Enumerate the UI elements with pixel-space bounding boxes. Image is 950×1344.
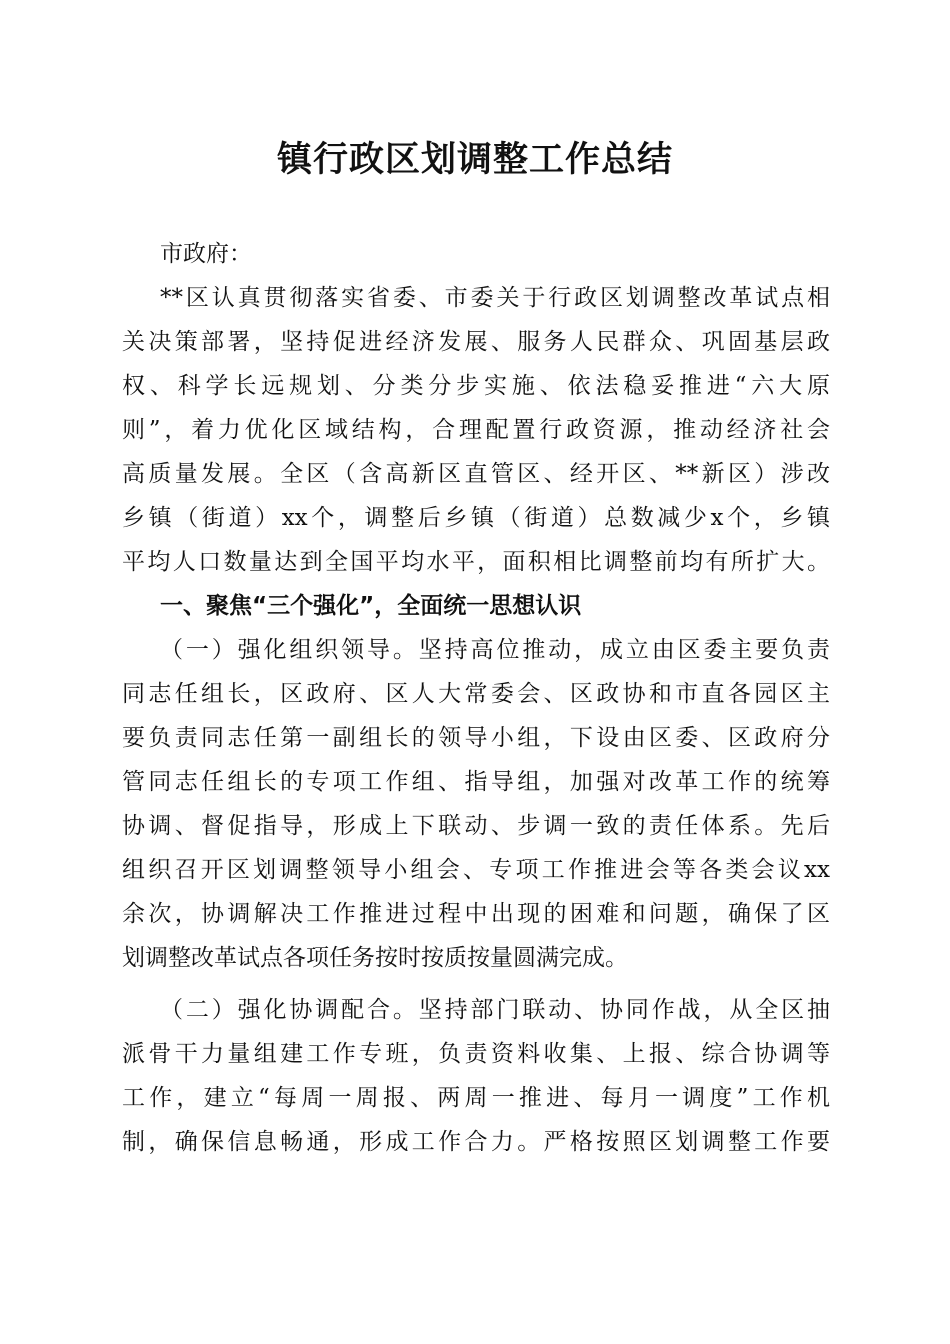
paragraph-gap: [122, 980, 830, 988]
paragraph-line: 同志任组长，区政府、区人大常委会、区政协和市直各园区主: [122, 681, 830, 707]
paragraph-line: （二）强化协调配合。坚持部门联动、协同作战，从全区抽: [160, 997, 830, 1023]
intro-line: 则”，着力优化区域结构，合理配置行政资源，推动经济社会: [122, 417, 830, 443]
paragraph-line: 制，确保信息畅通，形成工作合力。严格按照区划调整工作要: [122, 1129, 830, 1155]
paragraph-line: 组织召开区划调整领导小组会、专项工作推进会等各类会议xx: [122, 857, 830, 883]
salutation: 市政府：: [160, 241, 252, 267]
intro-line: **区认真贯彻落实省委、市委关于行政区划调整改革试点相: [160, 285, 830, 311]
document-title: 镇行政区划调整工作总结: [276, 139, 673, 180]
paragraph-line: （一）强化组织领导。坚持高位推动，成立由区委主要负责: [160, 637, 830, 663]
intro-line: 权、科学长远规划、分类分步实施、依法稳妥推进“六大原: [122, 373, 830, 399]
paragraph-line: 派骨干力量组建工作专班，负责资料收集、上报、综合协调等: [122, 1041, 830, 1067]
intro-line: 关决策部署，坚持促进经济发展、服务人民群众、巩固基层政: [122, 329, 830, 355]
paragraph-line: 协调、督促指导，形成上下联动、步调一致的责任体系。先后: [122, 813, 830, 839]
paragraph-line: 管同志任组长的专项工作组、指导组，加强对改革工作的统筹: [122, 769, 830, 795]
paragraph-line: 工作，建立“每周一周报、两周一推进、每月一调度”工作机: [122, 1085, 830, 1111]
paragraph-line: 划调整改革试点各项任务按时按质按量圆满完成。: [122, 945, 628, 971]
intro-line: 平均人口数量达到全国平均水平，面积相比调整前均有所扩大。: [122, 549, 830, 575]
document-body: [122, 232, 830, 1164]
paragraph-line: 要负责同志任第一副组长的领导小组，下设由区委、区政府分: [122, 725, 830, 751]
paragraph-line: 余次，协调解决工作推进过程中出现的困难和问题，确保了区: [122, 901, 830, 927]
section-heading: 一、聚焦“三个强化”，全面统一思想认识: [160, 593, 582, 619]
intro-line: 乡镇（街道）xx个，调整后乡镇（街道）总数减少x个，乡镇: [122, 505, 830, 531]
intro-line: 高质量发展。全区（含高新区直管区、经开区、**新区）涉改: [122, 461, 830, 487]
